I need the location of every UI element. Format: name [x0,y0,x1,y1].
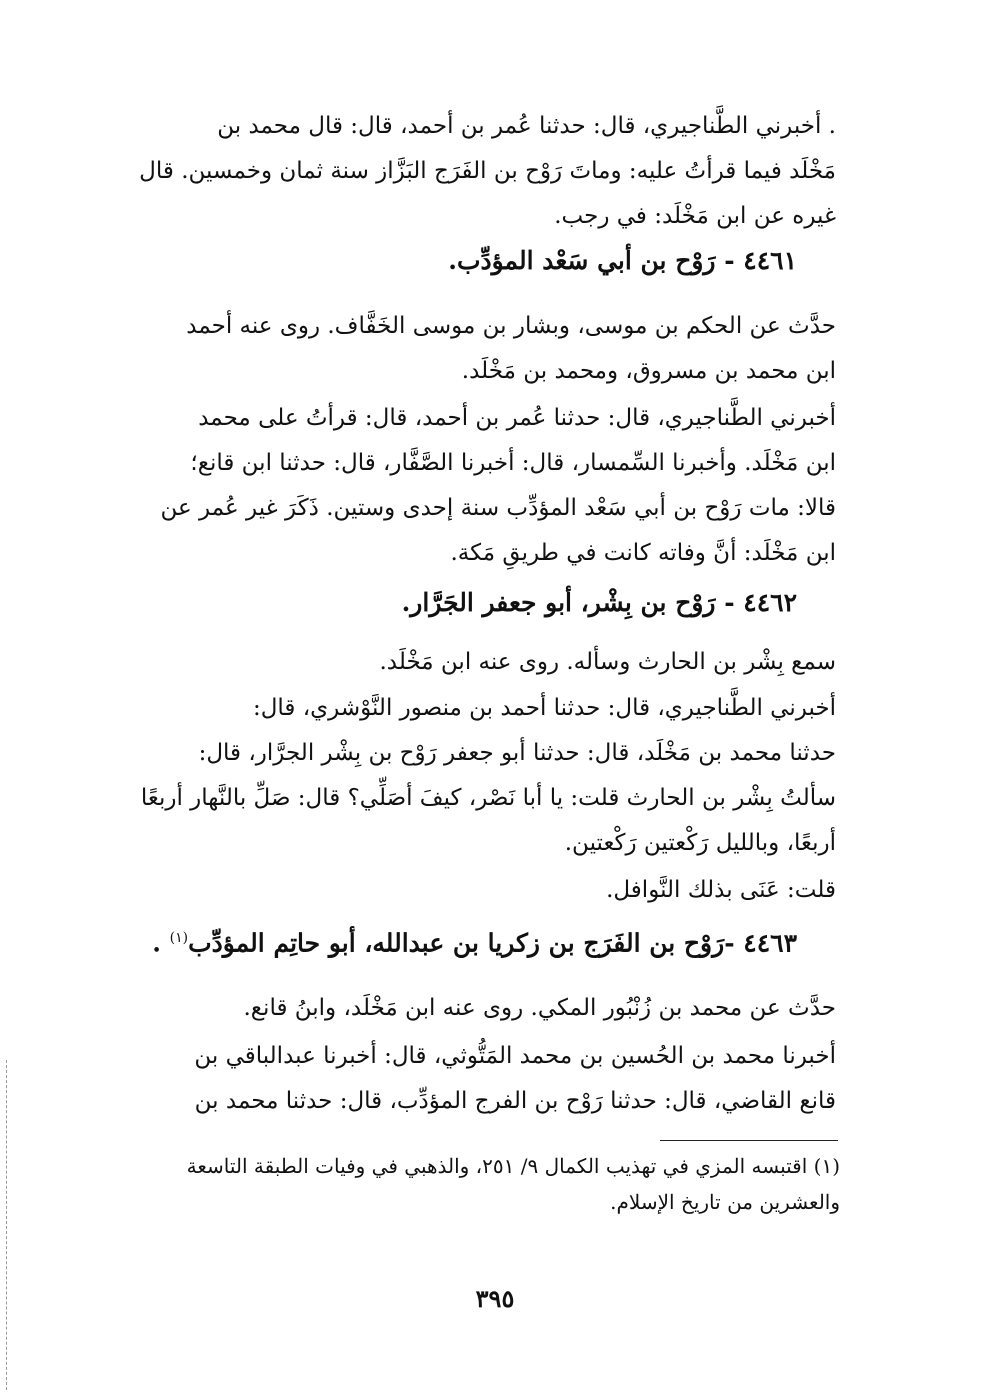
text-line: حدَّث عن محمد بن زُنْبُور المكي. روى عنه ابن مَخْلَد، وابنُ قانع. [243,995,836,1021]
page-number: ٣٩٥ [475,1284,515,1313]
text-line: سألتُ بِشْر بن الحارث قلت: يا أبا نَصْر، كيفَ أصَلِّي؟ قال: صَلِّ بالنَّهار أربعًا [140,785,836,811]
text-line: حدثنا محمد بن مَخْلَد، قال: حدثنا أبو جعفر رَوْح بن بِشْر الجرَّار، قال: [198,740,836,766]
paragraph-6 [132,868,836,913]
entry-heading-4463 [152,918,797,963]
entry-heading-4463-end: . [152,928,170,958]
paragraph-7 [132,986,836,1031]
text-line: قانع القاضي، قال: حدثنا رَوْح بن الفرج المؤدِّب، قال: حدثنا محمد بن [194,1088,836,1114]
text-line: . أخبرني الطَّناجيري، قال: حدثنا عُمر بن أحمد، قال: قال محمد بن [217,113,836,139]
text-line: أخبرني الطَّناجيري، قال: حدثنا عُمر بن أحمد، قال: قرأتُ على محمد [198,405,836,431]
text-line: قالا: مات رَوْح بن أبي سَعْد المؤدِّب سنة إحدى وستين. ذَكَرَ غير عُمر عن [160,495,836,521]
footnote-divider [660,1140,838,1141]
paragraph-2 [132,304,836,394]
footnote-marker: (١) [169,930,189,946]
text-line: ابن مَخْلَد. وأخبرنا السِّمسار، قال: أخبرنا الصَّفَّار، قال: حدثنا ابن قانع؛ [190,450,836,476]
footnote-line: (١) اقتبسه المزي في تهذيب الكمال ٩/ ٢٥١، والذهبي في وفيات الطبقة التاسعة [186,1154,840,1178]
entry-heading-4462: ٤٤٦٢ - رَوْح بن بِشْر، أبو جعفر الجَرَّار. [401,588,797,617]
paragraph-3 [132,396,836,576]
text-line: ابن مَخْلَد: أنَّ وفاته كانت في طريقِ مَكة. [450,540,836,566]
footnote [132,1148,840,1220]
text-line: قلت: عَنَى بذلك النَّوافل. [606,877,836,903]
paragraph-8 [132,1034,836,1124]
text-line: مَخْلَد فيما قرأتُ عليه: وماتَ رَوْح بن الفَرَج البَزَّاز سنة ثمان وخمسين. قال [139,158,836,184]
text-line: حدَّث عن الحكم بن موسى، وبشار بن موسى الخَفَّاف. روى عنه أحمد [186,313,836,339]
entry-heading-4463-text: ٤٤٦٣ -رَوْح بن الفَرَج بن زكريا بن عبدالله، أبو حاتِم المؤدِّب [188,928,797,958]
text-line: ابن محمد بن مسروق، ومحمد بن مَخْلَد. [461,358,836,384]
paragraph-1 [132,104,836,239]
text-line: أخبرني الطَّناجيري، قال: حدثنا أحمد بن منصور النَّوْشري، قال: [252,695,836,721]
footnote-line: والعشرين من تاريخ الإسلام. [610,1190,840,1214]
text-line: أخبرنا محمد بن الحُسين بن محمد المَتُّوثي، قال: أخبرنا عبدالباقي بن [194,1043,836,1069]
scan-edge-mark [6,1060,7,1390]
text-line: غيره عن ابن مَخْلَد: في رجب. [554,203,836,229]
paragraph-4 [132,640,836,685]
paragraph-5 [132,686,836,866]
text-line: أربعًا، وبالليل رَكْعتين رَكْعتين. [564,830,836,856]
text-line: سمع بِشْر بن الحارث وسأله. روى عنه ابن مَخْلَد. [379,649,836,675]
entry-heading-4461: ٤٤٦١ - رَوْح بن أبي سَعْد المؤدِّب. [448,246,797,275]
